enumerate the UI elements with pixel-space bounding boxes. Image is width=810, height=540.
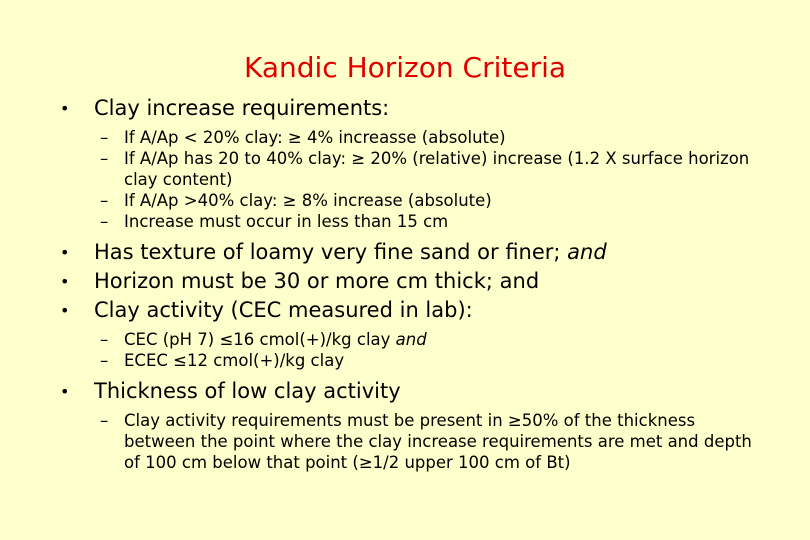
- sub-bullet-dash: –: [100, 149, 109, 168]
- bullet-dot: •: [60, 243, 70, 262]
- sub-bullet-dash: –: [100, 191, 109, 210]
- bullet-horizon-thickness: [58, 267, 758, 296]
- bullet-dot: •: [60, 382, 70, 401]
- slide-content: [58, 94, 758, 473]
- bullet-dot: •: [60, 272, 70, 291]
- sub-bullet: [100, 350, 758, 371]
- sub-bullet-dash: –: [100, 351, 109, 370]
- sub-bullet-text: If A/Ap < 20% clay: ≥ 4% increasse (absolute): [124, 128, 506, 147]
- bullet-text-italic: and: [567, 240, 607, 264]
- bullet-texture: [58, 238, 758, 267]
- bullet-text: Thickness of low clay activity: [94, 379, 401, 403]
- bullet-dot: •: [60, 99, 70, 118]
- clay-activity-subitems: [100, 329, 758, 371]
- sub-bullet-text: Clay activity requirements must be present in ≥50% of the thickness between the point where the clay increase requirements are met and depth of 100 cm below that point (≥1/2 upper 100 cm of Bt): [124, 411, 752, 472]
- sub-bullet-text: If A/Ap >40% clay: ≥ 8% increase (absolute): [124, 191, 492, 210]
- sub-bullet-text: If A/Ap has 20 to 40% clay: ≥ 20% (relative) increase (1.2 X surface horizon clay content): [124, 149, 750, 189]
- bullet-clay-activity: [58, 296, 758, 325]
- sub-bullet-text-italic: and: [395, 330, 427, 349]
- bullet-low-clay-activity: [58, 377, 758, 406]
- sub-bullet-dash: –: [100, 411, 109, 430]
- bullet-text: Clay increase requirements:: [94, 96, 390, 120]
- bullet-text: Clay activity (CEC measured in lab):: [94, 298, 473, 322]
- sub-bullet-text: ECEC ≤12 cmol(+)/kg clay: [124, 351, 345, 370]
- sub-bullet-dash: –: [100, 330, 109, 349]
- sub-bullet-dash: –: [100, 212, 109, 231]
- sub-bullet: [100, 329, 758, 350]
- sub-bullet: [100, 127, 758, 148]
- sub-bullet: [100, 190, 758, 211]
- bullet-text: Has texture of loamy very fine sand or finer;: [94, 240, 568, 264]
- bullet-text: Horizon must be 30 or more cm thick; and: [94, 269, 540, 293]
- bullet-clay-increase: [58, 94, 758, 123]
- low-clay-activity-subitems: [100, 410, 758, 473]
- slide-title: Kandic Horizon Criteria: [243, 51, 567, 84]
- sub-bullet-text: Increase must occur in less than 15 cm: [124, 212, 449, 231]
- sub-bullet-dash: –: [100, 128, 109, 147]
- bullet-dot: •: [60, 301, 70, 320]
- sub-bullet: [100, 410, 758, 473]
- sub-bullet-text: CEC (pH 7) ≤16 cmol(+)/kg clay: [124, 330, 396, 349]
- clay-increase-subitems: [100, 127, 758, 232]
- sub-bullet: [100, 148, 758, 190]
- sub-bullet: [100, 211, 758, 232]
